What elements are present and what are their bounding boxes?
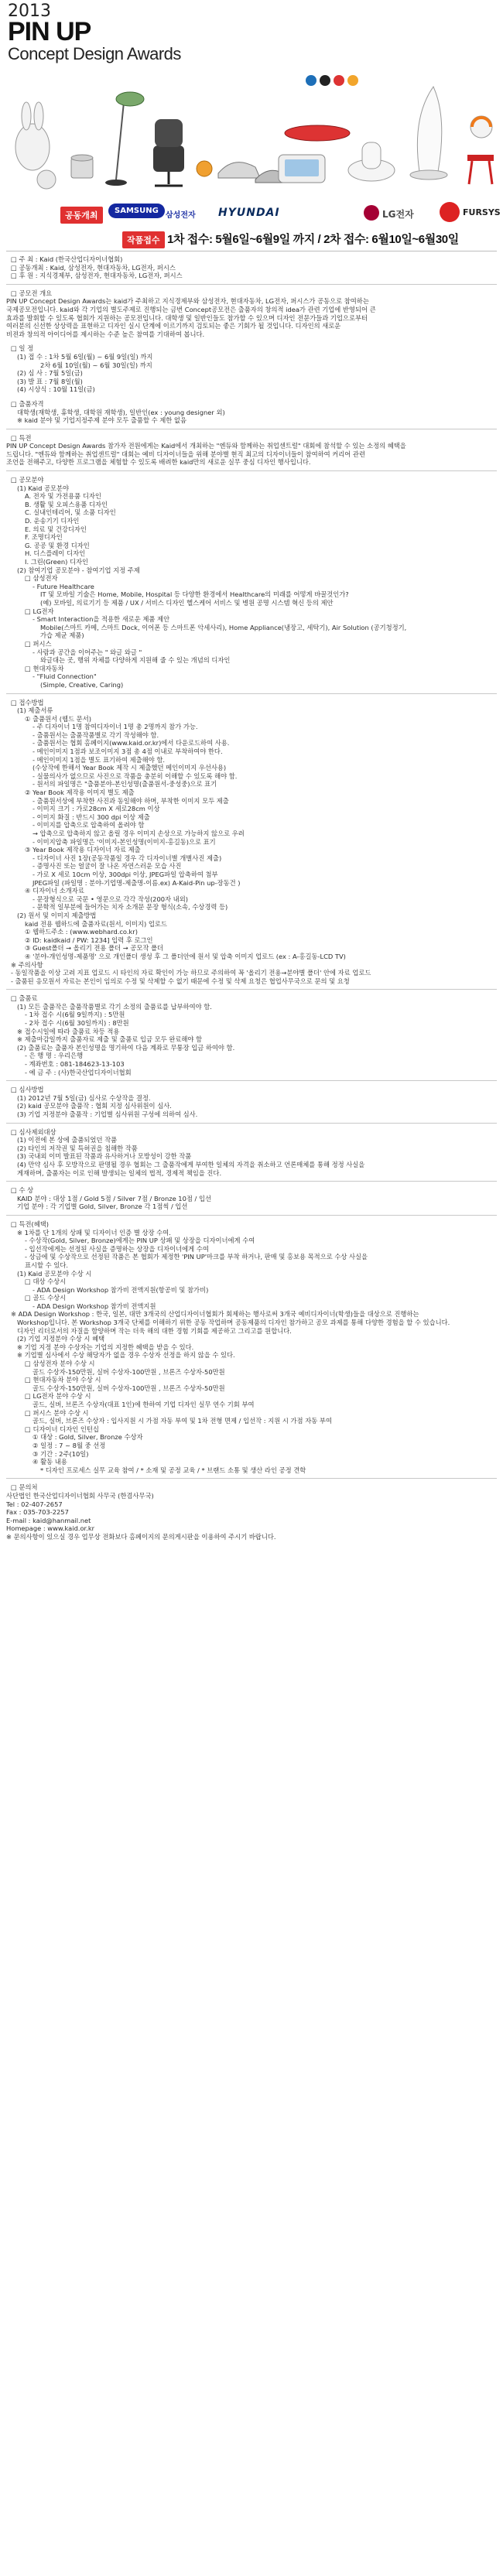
body-line: - 가로 X 세로 10cm 이상, 300dpi 이상, JPEG파일 압축하여 첨부 xyxy=(33,870,218,878)
body-line: 기업 분야 : 각 기업별 Gold, Silver, Bronze 각 1점씩 / 입선 xyxy=(17,1202,188,1211)
body-line: (2) 기업 지정분야 수상 시 혜택 xyxy=(17,1335,105,1343)
body-line: □ 현대자동차 분야 수상 시 xyxy=(25,1376,101,1384)
body-line: A. 전자 및 가전용품 디자인 xyxy=(25,492,101,501)
body-line: 조언을 전해주고, 다양한 프로그램을 체험할 수 있도록 배려한 kaid만의 새로운 실무 중심 디자인 행사입니다. xyxy=(6,458,311,467)
body-line: - 실물의사가 없으므로 사진으로 작품을 충분히 이해할 수 있도록 해야 함. xyxy=(33,771,238,780)
body-line: Homepage : www.kaid.or.kr xyxy=(6,1524,95,1533)
body-line: - Smart Interaction을 적용한 새로운 제품 제안 xyxy=(33,615,170,624)
body-line: (예) 모바일, 의료기기 등 제품 / UX / 서비스 디자인 헬스케어 서비스 및 병원 공명 시스템 혁신 등의 제안 xyxy=(40,598,334,607)
body-line: ② 일정 : 7 ~ 8월 중 선정 xyxy=(33,1441,106,1449)
body-line: - 출품된 응모원서 자료는 본인이 임의로 수정 및 삭제할 수 없기 때문에 수정 및 삭제 요청은 협업사무국으로 문의 및 요청 xyxy=(11,977,350,985)
body-line: □ 주 최 : Kaid (한국산업디자이너협회) xyxy=(11,255,123,263)
body-line: □ 공모분야 xyxy=(11,476,44,484)
body-line: 대학생(재학생, 휴학생, 대학원 재학생), 일반인(ex : young designer 외) xyxy=(17,408,225,416)
submission-label: 작품접수 xyxy=(122,231,165,248)
body-line: ※ 접수시일에 따라 출품료 차등 적용 xyxy=(17,1027,120,1035)
body-line: 여러분의 신선한 상상력을 표현하고 디자인 실시 단계에 이르기까지 검토되는 좋은 기회가 될 것입니다. 디자인의 새로운 xyxy=(6,322,341,330)
product-collage-image xyxy=(0,71,503,195)
body-line: □ 대상 수상시 xyxy=(25,1278,67,1286)
award-subtitle: Concept Design Awards xyxy=(8,44,181,63)
body-line: - 이미지 화질 : 반드시 300 dpi 이상 제출 xyxy=(33,812,150,821)
body-line: □ 특전 xyxy=(11,433,32,442)
body-line: - 사람과 공간을 이어주는 " 와글 와글 " xyxy=(33,648,142,656)
body-line: 국제공모전입니다. kaid와 각 기업의 별도주제로 진행되는 금번 Concept공모전은 출품자의 창의적 idea가 관련 기업에 반영되어 큰 xyxy=(6,305,376,313)
body-line: - 예 금 주 : (사)한국산업디자이너협회 xyxy=(25,1068,132,1076)
body-line: □ 문의처 xyxy=(11,1483,38,1492)
body-line: □ 특전(혜택) xyxy=(11,1220,50,1228)
body-line: (3) 기업 지정분야 출품작 : 기업별 심사위원 구성에 의하여 심사. xyxy=(17,1110,198,1118)
body-line: - 증명사진 또는 얼굴이 잘 나온 자연스러운 모습 사진 xyxy=(33,862,182,871)
body-line: - 은 행 명 : 우리은행 xyxy=(25,1052,84,1060)
body-line: 와글대는 곳, 행위 자체를 다양하게 지원해 줄 수 있는 개념의 디자인 xyxy=(40,656,231,665)
body-line: □ 일 정 xyxy=(11,344,34,353)
body-line: - Future Healthcare xyxy=(33,582,94,590)
body-line: □ 공동개최 : Kaid, 삼성전자, 현대자동차, LG전자, 퍼시스 xyxy=(11,263,176,272)
lg-logo: LG전자 xyxy=(382,209,414,220)
body-line: (2) 출품료는 출품자 본인성명을 명기하여 다음 계좌로 무통장 입금 하여야 함. xyxy=(17,1043,235,1052)
body-line: ※ 1차를 단 1개의 상패 및 디자이너 인증 별 상장 수여. xyxy=(17,1228,171,1237)
body-line: (2) kaid 공모분야 출품작 : 협회 지정 심사위원이 심사. xyxy=(17,1102,172,1110)
announcement-body xyxy=(6,255,497,1541)
body-line: (2) 심 사 : 7월 5일(금) xyxy=(17,369,83,378)
body-line: (2) 원서 및 이미지 제출방법 xyxy=(17,911,97,919)
body-line: (3) 국내외 이미 발표된 작품과 유사하거나 모방성이 강한 작품 xyxy=(17,1152,192,1161)
body-line: □ 골드 수상시 xyxy=(25,1294,67,1302)
section-divider xyxy=(6,1215,497,1216)
body-line: C. 실내인테리어, 및 소품 디자인 xyxy=(25,508,116,517)
body-line: - 출품원서상에 부착한 사진과 동일해야 하며, 부착한 이미지 모두 제출 xyxy=(33,796,229,805)
samsung-logo: SAMSUNG xyxy=(108,204,165,218)
body-line: - 문학적 일부분에 들어가는 치자 소개문 문장 형식(소속, 수상경력 등) xyxy=(33,903,228,912)
body-line: (2) 참여기업 공모분야 - 참여기업 지정 주제 xyxy=(17,566,140,574)
body-line: - 메인이미지 1점을 별도 표기하여 제출해야 함. xyxy=(33,755,166,764)
fursys-logo-icon xyxy=(440,202,460,222)
section-divider xyxy=(6,284,497,285)
body-line: 비젼과 창의적 아이디어를 제시하는 수준 높은 참여를 기대하여 봅니다. xyxy=(6,330,205,338)
body-line: 가습 제균 제품) xyxy=(40,631,84,640)
award-title: PIN UP xyxy=(8,17,91,46)
body-line: ② Year Book 제작용 이미지 별도 제출 xyxy=(25,789,135,797)
body-line: → 압축으로 압축하지 않고 올릴 경우 이미지 손상으로 가능하지 않으로 우려 xyxy=(33,830,245,837)
section-divider xyxy=(6,1478,497,1479)
body-line: □ 심사제외대상 xyxy=(11,1127,56,1136)
body-line: (4) 만약 심사 후 모방작으로 판명될 경우 협회는 그 출품작에게 부여한 일체의 자격을 취소하고 언론매체를 통해 정정 사실을 xyxy=(17,1160,365,1168)
body-line: ④ 디자이너 소개자료 xyxy=(25,887,84,895)
body-line: (Simple, Creative, Caring) xyxy=(40,680,124,689)
body-line: - "Fluid Connection" xyxy=(33,672,97,681)
body-line: ③ Guest폴더 → 올리기 전용 폴더 → 공모작 폴더 xyxy=(25,944,164,953)
body-line: □ 퍼시스 xyxy=(25,639,52,648)
fursys-logo: FURSYS xyxy=(463,207,501,217)
body-line: 디자인 리더로서의 자질을 함양하며 작는 더욱 해의 대한 경험 기회를 제공하고 그리고를 원합니다. xyxy=(17,1326,292,1335)
body-line: ② ID: kaidkaid / PW: 1234] 입력 후 로그인 xyxy=(25,936,153,944)
spacer xyxy=(6,338,497,344)
body-line: - 이미지압축 파일명은 '이미지-본인성명(이미지-홍길동)으로 표기 xyxy=(33,837,216,846)
body-line: F. 조명디자인 xyxy=(25,533,63,542)
body-line: - 문장형식으로 국문 • 영문으로 각각 작성(200자 내외) xyxy=(33,895,188,903)
submission-dates xyxy=(0,230,503,248)
body-line: Tel : 02-407-2657 xyxy=(6,1500,63,1508)
body-line: ① 출품원서 (웹드 문서) xyxy=(25,714,91,723)
body-line: □ 후 원 : 지식경제부, 삼성전자, 현대자동차, LG전자, 퍼시스 xyxy=(11,272,183,280)
body-line: - ADA Design Workshop 참가비 전액지원(항공비 및 참가비) xyxy=(33,1285,209,1294)
body-line: - 출품원서는 출품작품별로 각기 작성해야 함. xyxy=(33,730,159,739)
body-line: ※ 문의사항이 있으실 경우 업무상 전화보다 홈페이지의 문의게시판을 이용하여 주시기 바랍니다. xyxy=(6,1532,276,1541)
body-line: - 동일작품을 이상 고려 지표 업로드 시 타인의 자료 확인이 가능 하므로 주의하여 꼭 '올리기 전용→분야별 폴더' 안에 자료 업로드 xyxy=(11,969,371,977)
lg-logo-icon xyxy=(364,205,379,221)
body-line: - 수상작(Gold, Silver, Bronze)에게는 PIN UP 상패 및 상장을 디자이너에게 수여 xyxy=(25,1237,255,1245)
body-line: - 주 디자이너 1명 참여디자이너 1명 총 2명까지 참가 가능. xyxy=(33,723,198,731)
body-line: □ 삼성전자 분야 수상 시 xyxy=(25,1360,95,1368)
body-line: (수상작에 한해서 Year Book 제작 시 제출했던 메인이미지 우선사용) xyxy=(33,764,227,772)
body-line: □ 삼성전자 xyxy=(25,574,58,583)
body-line: 드립니다. "엔듀와 함께하는 취업센트럴" 대회는 예비 디자이너들을 위해 분야별 현직 최고의 디자이너들이 참여하여 커리어 관련 xyxy=(6,450,365,458)
body-line: (1) 접 수 : 1차 5월 6일(월) ~ 6월 9일(일) 까지 xyxy=(17,352,153,361)
hyundai-logo: HYUNDAI xyxy=(218,207,280,219)
body-line: □ 수 상 xyxy=(11,1186,34,1195)
body-line: - 입선작에게는 선정된 사실을 증명하는 상장을 디자이너에게 수여 xyxy=(25,1244,209,1253)
body-line: □ 접수방법 xyxy=(11,698,44,706)
body-line: ④ 활동 내용 xyxy=(33,1458,67,1466)
body-line: Workshop입니다. 본 Workshop 3개국 단체를 이해하기 위한 공동 작업하며 공동제품의 디자인 참가하고 공모 과제를 통해 다양한 경험을 할 수 있습니다. xyxy=(17,1319,450,1327)
sponsor-row xyxy=(0,197,503,228)
body-line: ※ 기업별 심사에서 수상 해당자가 없을 경우 수상자 선정을 하지 않을 수 있다. xyxy=(17,1351,235,1360)
body-line: □ 현대자동차 xyxy=(25,664,64,672)
body-line: 골드 수상자-150만원, 실버 수상자-100만원 , 브론즈 수상자-50만원 xyxy=(33,1367,225,1376)
body-line: - 상금에 및 수상작으로 선정된 작품은 본 협회가 제정한 'PIN UP'마크를 부착 하거나, 판매 및 홍보용 목적으로 수상 사실을 xyxy=(25,1253,368,1261)
body-line: 골드, 실버, 브론즈 수상자(대표 1인)에 한하여 기업 디자인 실무 연수 기회 부여 xyxy=(33,1401,255,1408)
award-year: 2013 xyxy=(8,2,51,21)
body-line: □ 출품자격 xyxy=(11,399,44,408)
body-line: ※ ADA Design Workshop : 한국, 일본, 대만 3개국의 산업디자이너협회가 회제하는 행사로써 3개국 예비디자이너(학생)들을 대상으로 진행하는 xyxy=(11,1310,419,1319)
body-line: □ 심사방법 xyxy=(11,1086,44,1094)
body-line: 골드 수상자-150만원, 실버 수상자-100만원 , 브론즈 수상자-50만원 xyxy=(33,1384,225,1392)
body-line: ※ kaid 분야 및 기업지정주제 분야 모두 출품할 수 제한 없음 xyxy=(17,416,186,425)
body-line: ④ '분야-개인성명-제품명' 으로 개인폴더 생성 후 그 폴더안에 원서 및 압축 이미지 업로드 (ex : A-홍길동-LCD TV) xyxy=(25,952,346,960)
body-line: 사단법인 한국산업디자이너협회 사무국 (한겸사무국) xyxy=(6,1491,154,1500)
body-line: - 디자이너 사진 1장(공동작품일 경우 각 디자이너별 개별사진 제출) xyxy=(33,854,222,862)
body-line: JPEG파일 (파일명 : 분야-기업명-제출명-이름.ex) A-Kaid-Pin up-장동건 ) xyxy=(33,878,241,887)
section-divider xyxy=(6,989,497,990)
body-line: - 1차 접수 시(6월 9일까지) : 5만원 xyxy=(25,1011,125,1019)
body-line: PIN UP Concept Design Awards는 kaid가 주최하고 지식경제부와 삼성전자, 현대자동차, LG전자, 퍼시스가 공동으로 참여하는 xyxy=(6,297,369,306)
body-line: (4) 시상식 : 10월 11일(금) xyxy=(17,385,95,394)
samsung-korean-logo: 삼성전자 xyxy=(166,211,196,220)
body-line: 골드, 실버, 브론즈 수상자 : 입사지원 시 가점 자동 부여 및 1차 전형 면제 / 입선작 : 지원 시 가점 자동 부여 xyxy=(33,1417,332,1425)
body-line: 2차 6월 10일(월) ~ 6월 30일(일) 까지 xyxy=(40,361,152,369)
body-line: □ 디자이너 디자인 인턴십 xyxy=(25,1425,99,1433)
body-line: 게재하며, 출품자는 이로 인해 발생되는 일체의 법적, 경제적 책임을 진다. xyxy=(17,1168,222,1177)
body-line: D. 운송기기 디자인 xyxy=(25,517,80,525)
body-line: □ LG전자 xyxy=(25,607,54,615)
body-line: E-mail : kaid@hanmail.net xyxy=(6,1516,91,1524)
body-line: kaid 전용 웹하드에 출품자료(원서, 이미지) 업로드 xyxy=(25,919,167,928)
section-divider xyxy=(6,1080,497,1081)
body-line: - 계좌번호 : 081-184623-13-103 xyxy=(25,1060,125,1069)
body-line: (1) 모든 출품작은 출품작품별로 각기 소정의 출품료를 납부하여야 함. xyxy=(17,1002,212,1011)
body-line: (3) 발 표 : 7월 8일(월) xyxy=(17,377,83,385)
section-divider xyxy=(6,693,497,694)
body-line: ※ 제출마감일까지 출품자료 제출 및 출품료 입금 모두 완료해야 함 xyxy=(17,1035,203,1044)
body-line: □ 퍼시스 분야 수상 시 xyxy=(25,1408,89,1417)
body-line: 효과를 발휘할 수 있도록 협회가 지원하는 공모전입니다. 대학생 및 일반인들도 참가할 수 있으며 디자인 전문가들과 기업으로부터 xyxy=(6,313,368,322)
body-line: - 원서의 파일명은 "출품분야-본인성명(출품원서-중성중)으로 표기 xyxy=(33,780,217,789)
section-divider xyxy=(6,1181,497,1182)
body-line: ③ 기간 : 2주(10일) xyxy=(33,1449,89,1458)
body-line: * 디자인 프로세스 실무 교육 참여 / * 소재 및 공정 교육 / * 브랜드 소통 및 생산 라인 공정 견학 xyxy=(40,1466,306,1474)
body-line: E. 의료 및 건강디자인 xyxy=(25,525,87,533)
body-line: - 메인이미지 1점과 보조이미지 3점 총 4점 이내로 부착하여야 한다. xyxy=(33,747,223,756)
body-line: H. 디스플레이 디자인 xyxy=(25,549,86,558)
body-line: ※ 주의사항 xyxy=(11,960,43,969)
body-line: 표시할 수 있다. xyxy=(25,1261,69,1269)
body-line: Mobile(스마트 카메, 스마트 Dock, 이어폰 등 스마트폰 악세사리), Home Appliance(냉장고, 세탁기), Air Solution (공기청정기, xyxy=(40,623,407,631)
section-divider xyxy=(6,470,497,471)
sponsor-label: 공동개최 xyxy=(60,207,103,224)
body-line: □ 출품료 xyxy=(11,994,38,1003)
body-line: (1) Kaid 공모분야 수상 시 xyxy=(17,1269,92,1278)
body-line: ③ Year Book 제작용 디자이너 자료 제출 xyxy=(25,846,141,854)
body-line: - 2차 접수 시(6월 30일까지) : 8만원 xyxy=(25,1019,129,1028)
spacer xyxy=(6,394,497,400)
body-line: I. 그린(Green) 디자인 xyxy=(25,558,89,566)
body-line: - 출품원서는 협회 홈페이지(www.kaid.or.kr)에서 다운로드하여 사용. xyxy=(33,739,230,747)
body-line: ① 웹하드주소 : (www.webhard.co.kr) xyxy=(25,928,138,936)
body-line: - 이미지를 압축으로 압축하여 올려야 함 xyxy=(33,821,145,830)
submission-period: 1차 접수: 5월6일~6월9일 까지 / 2차 접수: 6월10일~6월30일 xyxy=(167,233,459,246)
body-line: G. 공공 및 환경 디자인 xyxy=(25,541,90,549)
body-line: IT 및 모바일 기술은 Home, Mobile, Hospital 등 다양한 환경에서 Healthcare의 미래를 어떻게 바꿀것인가? xyxy=(40,590,349,599)
body-line: ① 대상 : Gold, Silver, Bronze 수상자 xyxy=(33,1433,143,1442)
body-line: PIN UP Concept Design Awards 참가자 전원에게는 Kaid에서 개최하는 "엔듀와 함께하는 취업센트럴" 대회에 참석할 수 있는 소정의 혜택을 xyxy=(6,442,406,450)
body-line: (1) 이전에 본 상에 출품되었던 작품 xyxy=(17,1136,118,1144)
body-line: (1) 2012년 7월 5일(금) 심사로 수상작을 결정. xyxy=(17,1093,151,1102)
body-line: KAID 분야 : 대상 1점 / Gold 5점 / Silver 7점 / Bronze 10점 / 입선 xyxy=(17,1194,211,1202)
body-line: - 이미지 크기 : 가로28cm X 세로28cm 이상 xyxy=(33,805,160,813)
body-line: □ 공모전 개요 xyxy=(11,289,53,297)
body-line: (1) 제출서류 xyxy=(17,706,53,715)
body-line: ※ 기업 지정 분야 수상자는 기업의 지정한 혜택을 받을 수 있다. xyxy=(17,1343,194,1351)
body-line: (2) 타인의 저작권 및 특허권을 침해한 작품 xyxy=(17,1144,138,1152)
body-line: □ LG전자 분야 수상 시 xyxy=(25,1392,91,1401)
hero-banner xyxy=(0,0,503,246)
body-line: - ADA Design Workshop 참가비 전액지원 xyxy=(33,1302,156,1310)
body-line: B. 생활 및 오피스용품 디자인 xyxy=(25,500,108,508)
body-line: Fax : 035-703-2257 xyxy=(6,1508,69,1517)
body-line: (1) Kaid 공모분야 xyxy=(17,484,70,492)
section-divider xyxy=(6,1123,497,1124)
